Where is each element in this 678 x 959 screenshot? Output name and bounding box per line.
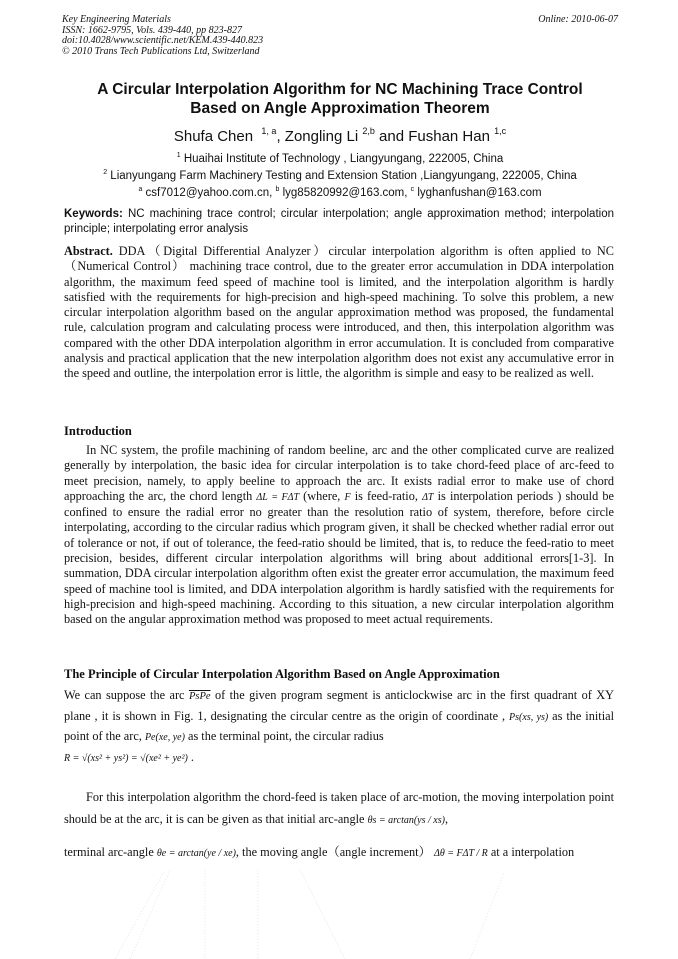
introduction-paragraph: In NC system, the profile machining of random beeline, arc and the other complicated curve are realized generally by interpolation, the basic idea for circular interpolation is to take chord-feed place of arc-feed to meet precision, namely, to apply beeline to approach the arc. It exists radial error to make use of chord approaching the arc, the chord length ΔL = FΔT (where, F is feed-ratio, ΔT is interpolation periods ) should be confined to ensure the radial error no greater than the resolution ratio of system, therefore, before circle interpolating, according to the circular radius which program given, it shall be checked whether radial error out of tolerance or not, if out of tolerance, the feed-ratio should be limited, that is, to reduce the feed-ratio to meet precision, besides, different circular interpolation algorithms will bring about additional errors[1-3]. In summation, DDA circular interpolation algorithm often exist the greater error accumulation, the maximum feed speed of machine tool is limited, and DDA interpolation algorithm is hardly satisfied with the requirements for high-precision and high-speed machining. According to this situation, a new circular interpolation algorithm based on the angular approximation method was proposed to meet actual requirements. — [64, 443, 614, 627]
principle-paragraph-2-cont: terminal arc-angle θe = arctan(ye / xe), the moving angle（angle increment） Δθ = FΔT / R at a interpolation — [64, 845, 575, 859]
radius-equation: R = √(xs² + ys²) = √(xe² + ye²) — [64, 752, 188, 764]
section-heading-principle: The Principle of Circular Interpolation Algorithm Based on Angle Approximation — [64, 667, 500, 681]
author-sup: 1,c — [494, 126, 507, 136]
doi-link[interactable]: doi:10.4028/www.scientific.net/KEM.439-440.823 — [62, 35, 264, 46]
start-point: Ps(xs, ys) — [509, 711, 549, 723]
affiliation: $^2$ Lianyungang Farm Machinery Testing and Extension Station ,Liangyungang, 222005, China — [103, 169, 577, 182]
terminal-angle-equation: θe = arctan(ye / xe) — [156, 848, 236, 859]
copyright: © 2010 Trans Tech Publications Ltd, Switzerland — [62, 45, 260, 57]
arc-symbol: PsPe — [188, 691, 211, 702]
keywords-text: NC machining trace control; circular interpolation; angle approximation method; interpolation principle; interpolating error analysis — [64, 208, 614, 235]
journal-name: Key Engineering Materials — [62, 14, 171, 25]
keywords — [64, 207, 614, 237]
affiliations — [40, 149, 640, 200]
keywords-label: Keywords: — [64, 208, 123, 220]
abstract-text: DDA（Digital Differential Analyzer）circular interpolation algorithm is often applied to NC （Numerical Control） machining trace control, due to the greater error accumulation in DDA interpolation algorithm, the maximum feed speed of machine tool is limited, and the interpolation algorithm is hardly satisfied with the requirements for high-precision and high-speed machining. To solve this problem, a new circular interpolation algorithm based on the angular approximation method was proposed, the fundamental rule, calculation program and calculating process were introduced, and then, this interpolation algorithm was compared with the other DDA interpolation algorithm in error accumulation. It is concluded from comparative analysis and practical application that the new interpolation algorithm does not exist any accumulative error in the speed and outline, the interpolation error is little, the algorithm is simple and easy to be realized as well. — [64, 244, 615, 381]
emails: $^a$ csf7012@yahoo.com.cn, $^b$ lyg85820992@163.com, $^c$ lyghanfushan@163.com — [138, 186, 542, 199]
author-name: Zongling Li — [284, 128, 359, 145]
abstract-label: Abstract. — [64, 244, 113, 258]
abstract — [64, 244, 614, 382]
initial-angle-equation: θs = arctan(ys / xs) — [367, 815, 445, 826]
chord-length-equation: ΔL = FΔT — [256, 491, 300, 503]
author-name: Fushan Han — [408, 128, 490, 145]
end-point: Pe(xe, ye) — [144, 732, 185, 743]
affiliation: $^1$ Huaihai Institute of Technology , Liangyungang, 222005, China — [176, 152, 504, 165]
issn-info: ISSN: 1662-9795, Vols. 439-440, pp 823-827 — [62, 24, 242, 36]
section-heading-introduction: Introduction — [64, 424, 132, 438]
paper-title: A Circular Interpolation Algorithm for NC Machining Trace Control Based on Angle Approximation Theorem — [97, 81, 583, 117]
email-link[interactable]: lyg85820992@163.com, — [282, 187, 408, 199]
email-link[interactable]: csf7012@yahoo.com.cn, — [145, 187, 273, 199]
online-date: Online: 2010-06-07 — [538, 14, 618, 25]
email-link[interactable]: lyghanfushan@163.com — [417, 187, 542, 199]
principle-paragraph-2: For this interpolation algorithm the chord-feed is taken place of arc-motion, the moving interpolation point should be at the arc, it is can be given as that initial arc-angle θs = arctan(ys / xs), — [64, 790, 614, 826]
principle-paragraph-1: We can suppose the arc PsPe of the given program segment is anticlockwise arc in the first quadrant of XY plane , it is shown in Fig. 1, designating the circular centre as the origin of coordinate , Ps(xs, ys) as the initial point of the arc, Pe(xe, ye) as the terminal point, the circular radius R = √(xs² + ys²) = √(xe² + ye²) . — [64, 688, 614, 764]
author-list: Shufa Chen $^{1, a}$, Zongling Li $^{2,b}$ and Fushan Han $^{1,c}$ — [173, 126, 507, 145]
angle-increment-equation: Δθ = FΔT / R — [433, 848, 488, 859]
author-name: Shufa Chen — [173, 128, 254, 145]
author-sup: 2,b — [362, 126, 375, 136]
journal-header — [62, 15, 618, 57]
author-sup: 1, a — [261, 126, 277, 136]
